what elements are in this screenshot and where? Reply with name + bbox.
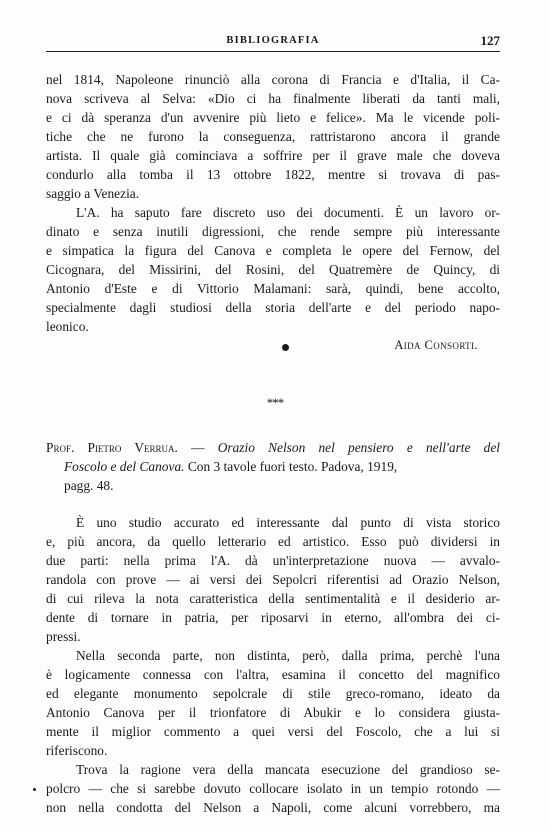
text-line: saggio a Venezia. xyxy=(46,186,140,201)
text-line: condurlo alla tomba il 13 ottobre 1822, mentre si trovava di pas- xyxy=(46,167,500,182)
text-line: polcro — che si sarebbe dovuto collocare isolato in un tempio rotondo — xyxy=(46,781,500,796)
book-pages: pagg. 48. xyxy=(64,478,114,493)
review-heading xyxy=(64,459,500,475)
text-line: non nella condotta del Nelson a Napoli, come alcuni vorrebbero, ma xyxy=(46,800,500,815)
text-line: pressi. xyxy=(46,629,81,644)
review-signature: Aida Consorti. xyxy=(394,338,478,352)
text-line: è logicamente connessa con l'altra, esamina il concetto del magnifico xyxy=(46,667,500,682)
review-heading xyxy=(46,440,500,456)
page-number: 127 xyxy=(480,33,500,48)
text-line: Trova la ragione vera della mancata esecuzione del grandioso se- xyxy=(76,762,500,777)
text-line: Nella seconda parte, non distinta, però, dalla prima, perchè l'una xyxy=(76,648,500,663)
text-line: Cicognara, del Missirini, del Rosini, del Quatremère de Quincy, di xyxy=(46,262,500,277)
text-line: È uno studio accurato ed interessante dal punto di vista storico xyxy=(76,515,500,530)
text-line: tiche che ne furono la conseguenza, rattristarono ancora il grande xyxy=(46,129,500,144)
text-line: ed elegante monumento sepolcrale di stile greco-romano, ideato da xyxy=(46,686,500,701)
text-line: Antonio Canova per il trionfatore di Abukir e lo considera giusta- xyxy=(46,705,500,720)
text-line: riferiscono. xyxy=(46,743,108,758)
text-line: Antonio d'Este e di Vittorio Malamani: sarà, quindi, bene accolto, xyxy=(46,281,500,296)
margin-mark xyxy=(33,788,36,791)
text-line: nova scriveva al Selva: «Dio ci ha finalmente liberati da tanti mali, xyxy=(46,91,500,106)
text-line: e, più ancora, da quello letterario ed artistico. Esso può dividersi in xyxy=(46,534,500,549)
text-line: randola con prove — ai versi dei Sepolcri riferentisi ad Orazio Nelson, xyxy=(46,572,500,587)
text-line: leonico. xyxy=(46,319,89,334)
book-details: Con 3 tavole fuori testo. Padova, 1919, xyxy=(184,459,398,474)
text-line: dente di tornare in patria, per riposarvi in eterno, all'ombra dei ci- xyxy=(46,610,500,625)
text-line: specialmente dagli studiosi della storia dell'arte e del periodo napo- xyxy=(46,300,500,315)
book-title-part2: Foscolo e del Canova. xyxy=(64,459,185,474)
review-author: Prof. Pietro Verrua. xyxy=(46,440,178,455)
ink-dot xyxy=(282,344,289,351)
text-line: dinato e senza inutili digressioni, che rende sempre più interessante xyxy=(46,224,500,239)
heading-dash: — xyxy=(177,440,218,455)
running-header xyxy=(46,33,500,52)
text-line: di cui rileva la nota caratteristica della sentimentalità e il desiderio ar- xyxy=(46,591,500,606)
text-line: e ci dà speranza d'un avvenire più lieto e felice». Ma le vicende poli- xyxy=(46,110,500,125)
book-title-part1: Orazio Nelson nel pensiero e nell'arte del xyxy=(217,440,501,455)
text-line: nel 1814, Napoleone rinunciò alla corona di Francia e d'Italia, il Ca- xyxy=(46,72,500,87)
section-separator: *** xyxy=(266,395,284,410)
text-line: e simpatica la figura del Canova e completa le opere del Fernow, del xyxy=(46,243,500,258)
text-line: L'A. ha saputo fare discreto uso dei documenti. È un lavoro or- xyxy=(76,205,500,220)
text-line: artista. Il quale già cominciava a soffrire per il grave male che doveva xyxy=(46,148,500,163)
text-line: mente il miglior commento a quei versi del Foscolo, che a lui si xyxy=(46,724,500,739)
header-title: BIBLIOGRAFIA xyxy=(226,35,320,46)
text-line: due parti: nella prima l'A. dà un'interpretazione nuova — avvalo- xyxy=(46,553,500,568)
